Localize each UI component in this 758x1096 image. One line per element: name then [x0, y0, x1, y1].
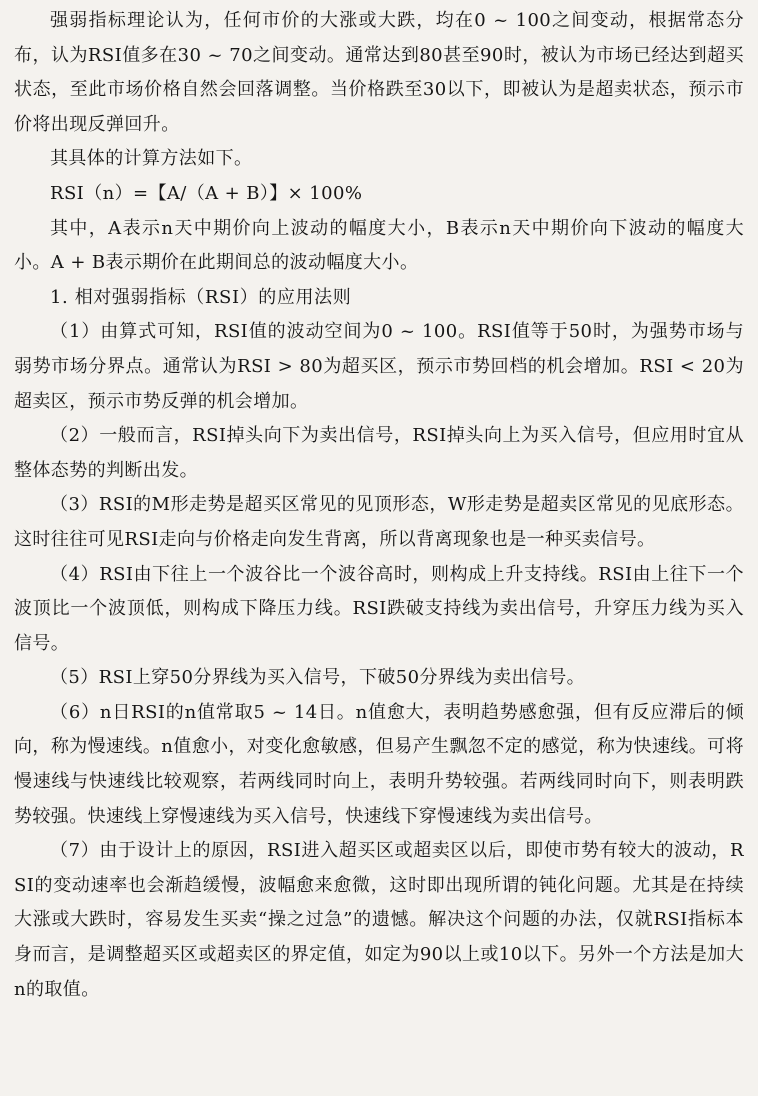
- rule-2-paragraph: （2）一般而言，RSI掉头向下为卖出信号，RSI掉头向上为买入信号，但应用时宜从整体态势的判断出发。: [14, 425, 744, 481]
- formula-explanation: 其中，A表示n天中期价向上波动的幅度大小，B表示n天中期价向下波动的幅度大小。A + B表示期价在此期间总的波动幅度大小。: [14, 217, 744, 274]
- rule-6-paragraph: （6）n日RSI的n值常取5 ~ 14日。n值愈大，表明趋势感愈强，但有反应滞后的倾向，称为慢速线。n值愈小，对变化愈敏感，但易产生飘忽不定的感觉，称为快速线。可将慢速线与快速线比较观察，若两线同时向上，表明升势较强。若两线同时向下，则表明跌势较强。快速线上穿慢速线为买入信号，快速线下穿慢速线为卖出信号。: [14, 701, 744, 827]
- rule-4-paragraph: （4）RSI由下往上一个波谷比一个波谷高时，则构成上升支持线。RSI由上往下一个波顶比一个波顶低，则构成下降压力线。RSI跌破支持线为卖出信号，升穿压力线为买入信号。: [14, 563, 744, 654]
- calculation-intro: 其具体的计算方法如下。: [50, 148, 253, 170]
- rule-1-paragraph: （1）由算式可知，RSI值的波动空间为0 ~ 100。RSI值等于50时，为强势市场与弱势市场分界点。通常认为RSI > 80为超买区，预示市势回档的机会增加。RSI < 20为超卖区，预示市势反弹的机会增加。: [14, 321, 744, 412]
- rule-5-paragraph: （5）RSI上穿50分界线为买入信号，下破50分界线为卖出信号。: [50, 667, 586, 689]
- rsi-formula: RSI（n）=【A/（A + B）】× 100%: [50, 182, 363, 204]
- intro-paragraph: 强弱指标理论认为，任何市价的大涨或大跌，均在0 ~ 100之间变动，根据常态分布，认为RSI值多在30 ~ 70之间变动。通常达到80甚至90时，被认为市场已经达到超买状态，至此市场价格自然会回落调整。当价格跌至30以下，即被认为是超卖状态，预示市价将出现反弹回升。: [14, 10, 744, 135]
- section-heading: 1. 相对强弱指标（RSI）的应用法则: [50, 286, 352, 308]
- rule-3-paragraph: （3）RSI的M形走势是超买区常见的见顶形态，W形走势是超卖区常见的见底形态。这时往往可见RSI走向与价格走向发生背离，所以背离现象也是一种买卖信号。: [14, 494, 744, 550]
- rule-7-paragraph: （7）由于设计上的原因，RSI进入超买区或超卖区以后，即使市势有较大的波动，RSI的变动速率也会渐趋缓慢，波幅愈来愈微，这时即出现所谓的钝化问题。尤其是在持续大涨或大跌时，容易发生买卖“操之过急”的遗憾。解决这个问题的办法，仅就RSI指标本身而言，是调整超买区或超卖区的界定值，如定为90以上或10以下。另外一个方法是加大n的取值。: [14, 840, 744, 1000]
